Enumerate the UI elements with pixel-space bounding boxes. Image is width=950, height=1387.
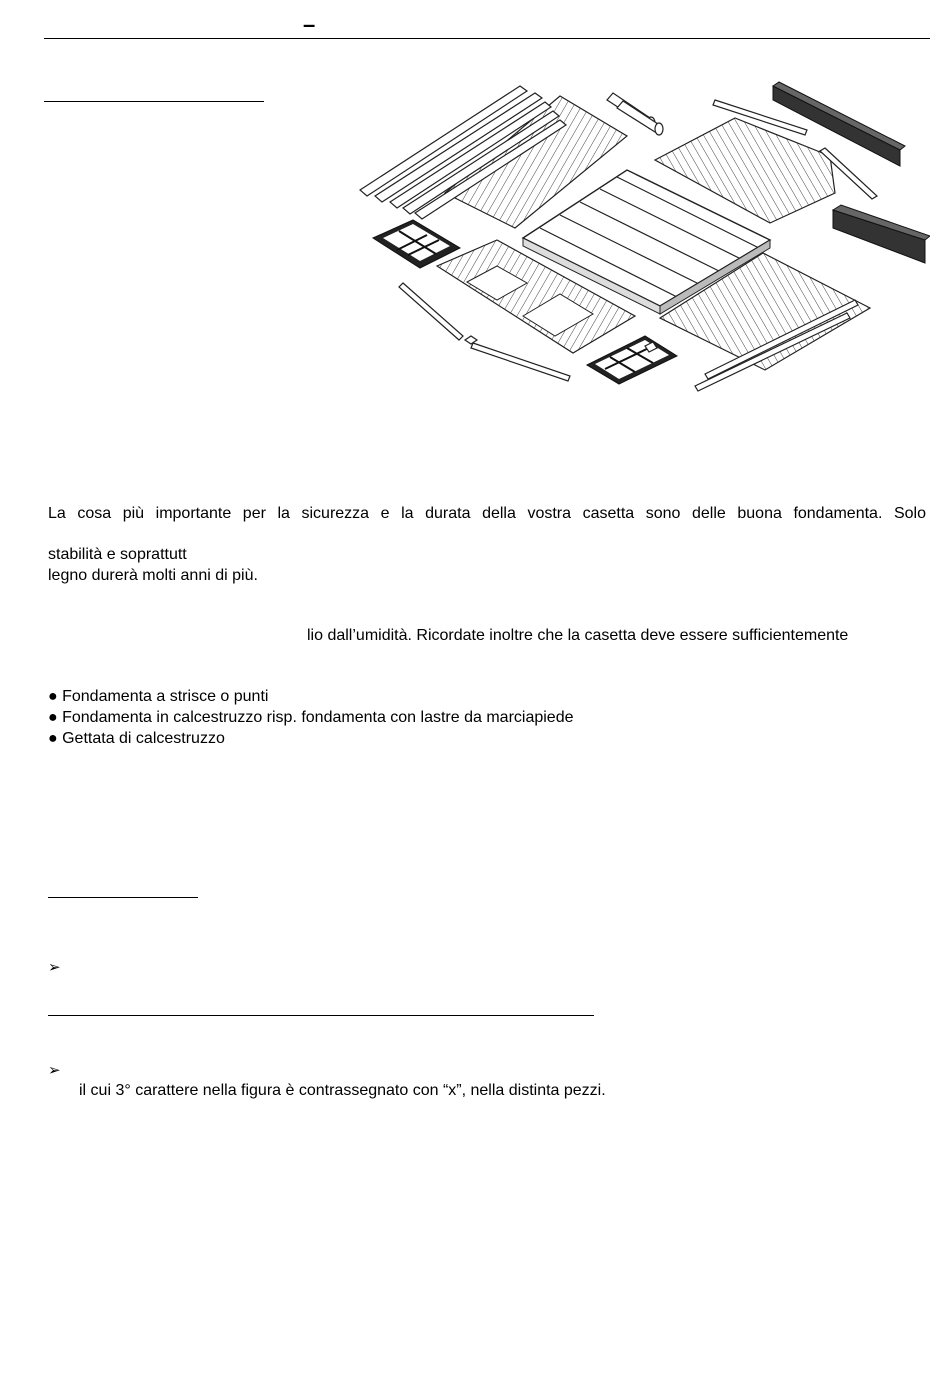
paragraph-1-line-3: legno durerà molti anni di più.	[48, 567, 258, 584]
word: fondamenta.	[793, 505, 883, 522]
list-item: ● Gettata di calcestruzzo	[48, 730, 225, 747]
word: durata	[425, 505, 471, 522]
shed-parts-illustration	[355, 78, 930, 398]
window-left	[373, 220, 460, 268]
note-1-underline	[48, 1015, 594, 1016]
word: Solo	[893, 505, 926, 522]
word: e	[380, 505, 390, 522]
section-2-heading-underline	[48, 897, 198, 898]
word: più	[122, 505, 145, 522]
word: della	[482, 505, 516, 522]
word: La	[48, 505, 66, 522]
note-2-line-2: il cui 3° carattere nella figura è contrassegnato con “x”, nella distinta pezzi.	[79, 1082, 606, 1099]
section-heading-underline	[44, 101, 264, 102]
word: sicurezza	[301, 505, 370, 522]
paragraph-2-line-1: lio dall’umidità. Ricordate inoltre che la casetta deve essere sufficientemente	[307, 627, 849, 644]
word: buona	[737, 505, 782, 522]
word: importante	[155, 505, 232, 522]
foundation-types-list	[48, 686, 574, 749]
header-rule	[44, 38, 930, 39]
word: delle	[692, 505, 726, 522]
word: casetta	[582, 505, 635, 522]
note-2-arrow-icon: ➢	[48, 1062, 61, 1079]
list-item: ● Fondamenta in calcestruzzo risp. fondamenta con lastre da marciapiede	[48, 709, 574, 726]
word: vostra	[527, 505, 572, 522]
word: cosa	[77, 505, 112, 522]
paragraph-1-line-1	[48, 503, 926, 524]
list-item: ● Fondamenta a strisce o punti	[48, 688, 269, 705]
word: sono	[645, 505, 681, 522]
window-door	[587, 336, 677, 384]
word: per	[242, 505, 266, 522]
word: la	[277, 505, 290, 522]
note-1-arrow-icon: ➢	[48, 959, 61, 976]
header-dash: –	[303, 12, 316, 37]
paragraph-1-line-2: stabilità e soprattutt	[48, 546, 187, 563]
word: la	[401, 505, 414, 522]
